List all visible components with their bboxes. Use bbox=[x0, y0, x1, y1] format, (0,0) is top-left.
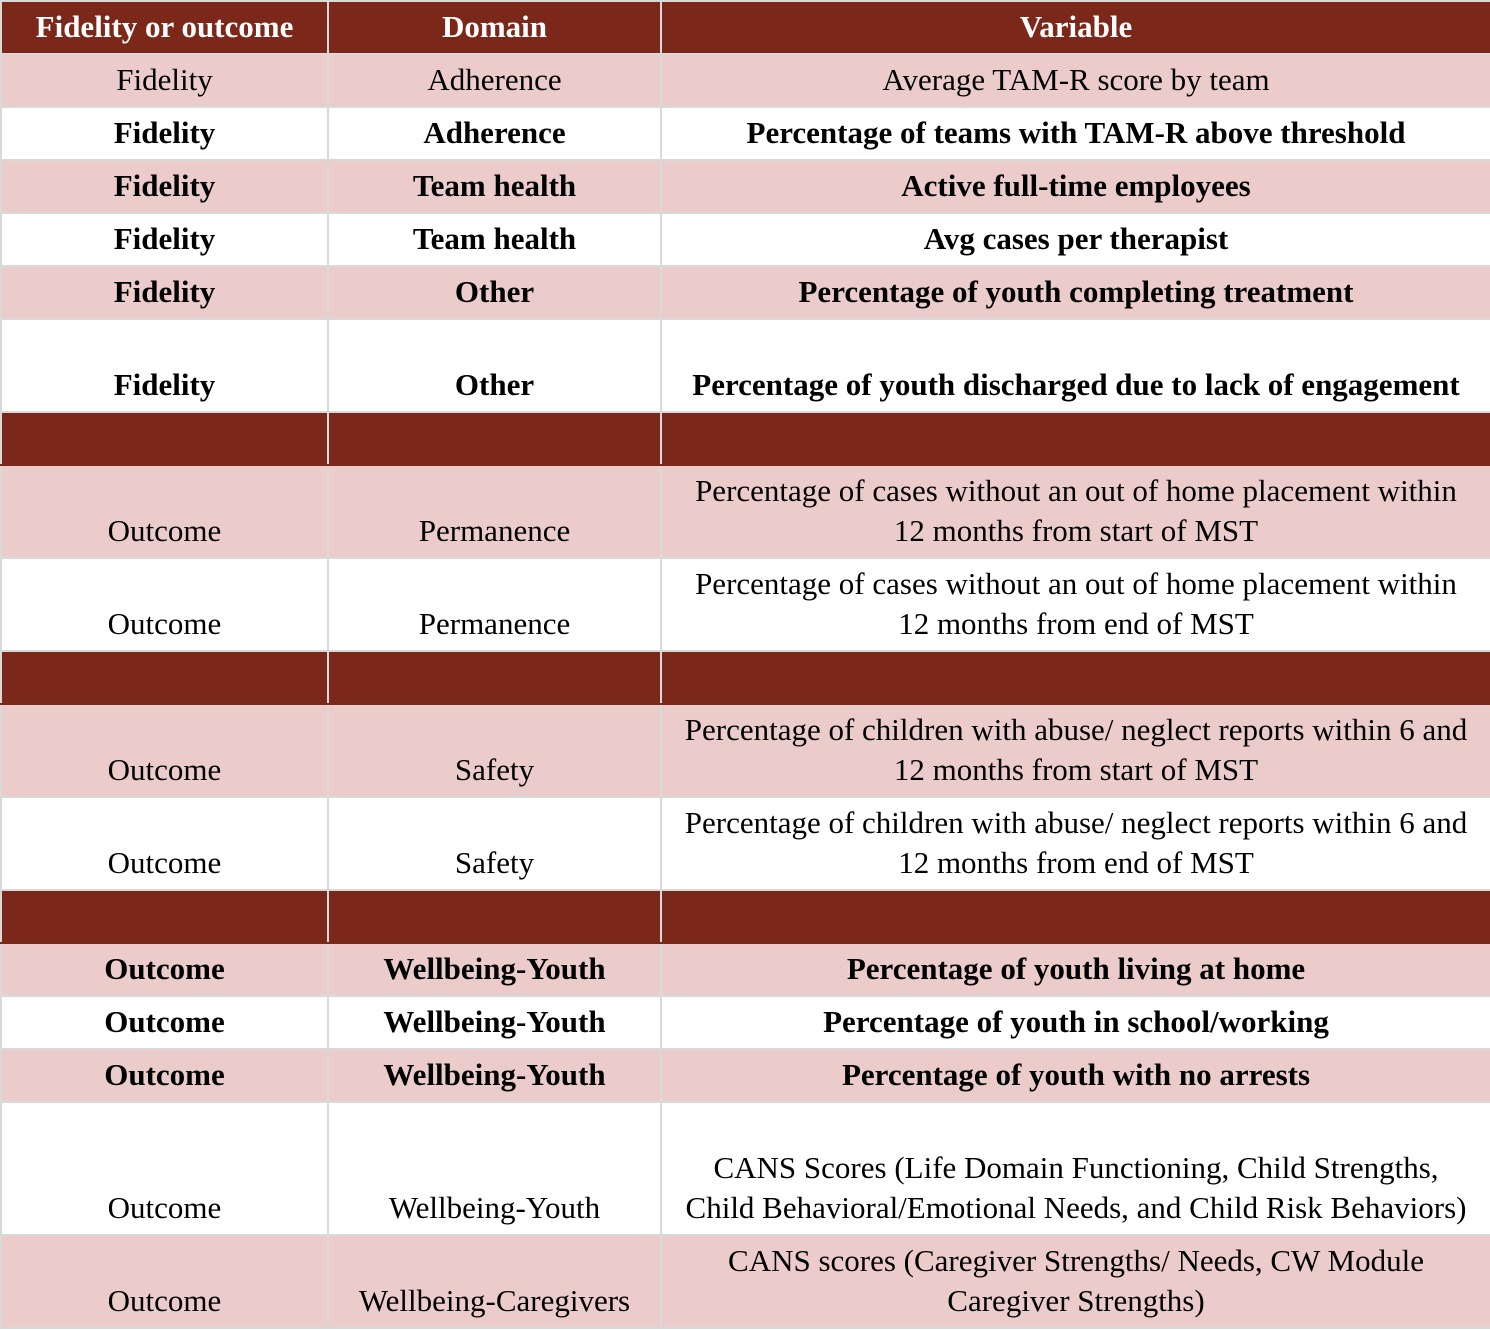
table-row bbox=[1, 107, 1490, 160]
separator-cell bbox=[328, 651, 661, 704]
cell-domain: Wellbeing-Youth bbox=[328, 943, 661, 996]
cell-variable: Percentage of youth with no arrests bbox=[661, 1049, 1490, 1102]
cell-variable: Percentage of cases without an out of home placement within 12 months from end of MST bbox=[661, 558, 1490, 651]
table-row bbox=[1, 54, 1490, 107]
header-variable: Variable bbox=[661, 1, 1490, 54]
table-row bbox=[1, 1235, 1490, 1328]
cell-variable: Active full-time employees bbox=[661, 160, 1490, 213]
table-row bbox=[1, 558, 1490, 651]
cell-fidelity-or-outcome: Outcome bbox=[1, 465, 328, 558]
separator-cell bbox=[1, 890, 328, 943]
header-row bbox=[1, 1, 1490, 54]
table-row bbox=[1, 160, 1490, 213]
table-row bbox=[1, 996, 1490, 1049]
separator-cell bbox=[328, 412, 661, 465]
section-separator-row bbox=[1, 651, 1490, 704]
cell-domain: Wellbeing-Youth bbox=[328, 996, 661, 1049]
cell-domain: Other bbox=[328, 266, 661, 319]
table-row bbox=[1, 704, 1490, 797]
cell-fidelity-or-outcome: Fidelity bbox=[1, 54, 328, 107]
table-row bbox=[1, 1102, 1490, 1235]
cell-fidelity-or-outcome: Fidelity bbox=[1, 107, 328, 160]
cell-variable: Percentage of cases without an out of home placement within 12 months from start of MST bbox=[661, 465, 1490, 558]
cell-domain: Other bbox=[328, 319, 661, 412]
cell-fidelity-or-outcome: Outcome bbox=[1, 1102, 328, 1235]
cell-fidelity-or-outcome: Outcome bbox=[1, 996, 328, 1049]
cell-variable: Percentage of youth living at home bbox=[661, 943, 1490, 996]
table-row bbox=[1, 319, 1490, 412]
cell-domain: Wellbeing-Youth bbox=[328, 1102, 661, 1235]
header-domain: Domain bbox=[328, 1, 661, 54]
cell-fidelity-or-outcome: Outcome bbox=[1, 1235, 328, 1328]
cell-fidelity-or-outcome: Fidelity bbox=[1, 266, 328, 319]
table-row bbox=[1, 943, 1490, 996]
cell-variable: Percentage of children with abuse/ neglect reports within 6 and 12 months from end of MST bbox=[661, 797, 1490, 890]
cell-fidelity-or-outcome: Outcome bbox=[1, 1049, 328, 1102]
cell-variable: Avg cases per therapist bbox=[661, 213, 1490, 266]
cell-domain: Team health bbox=[328, 213, 661, 266]
cell-domain: Wellbeing-Youth bbox=[328, 1049, 661, 1102]
cell-domain: Safety bbox=[328, 797, 661, 890]
cell-fidelity-or-outcome: Outcome bbox=[1, 558, 328, 651]
cell-fidelity-or-outcome: Outcome bbox=[1, 797, 328, 890]
separator-cell bbox=[1, 651, 328, 704]
table-row bbox=[1, 465, 1490, 558]
cell-domain: Permanence bbox=[328, 465, 661, 558]
cell-variable: Percentage of teams with TAM-R above threshold bbox=[661, 107, 1490, 160]
separator-cell bbox=[328, 890, 661, 943]
cell-fidelity-or-outcome: Fidelity bbox=[1, 319, 328, 412]
header-fidelity-or-outcome: Fidelity or outcome bbox=[1, 1, 328, 54]
cell-domain: Team health bbox=[328, 160, 661, 213]
table-row bbox=[1, 213, 1490, 266]
table-row bbox=[1, 797, 1490, 890]
cell-variable: Average TAM-R score by team bbox=[661, 54, 1490, 107]
separator-cell bbox=[661, 651, 1490, 704]
cell-variable: Percentage of youth completing treatment bbox=[661, 266, 1490, 319]
cell-domain: Adherence bbox=[328, 107, 661, 160]
table-row bbox=[1, 1049, 1490, 1102]
cell-variable: Percentage of youth in school/working bbox=[661, 996, 1490, 1049]
cell-fidelity-or-outcome: Fidelity bbox=[1, 160, 328, 213]
cell-domain: Adherence bbox=[328, 54, 661, 107]
cell-domain: Permanence bbox=[328, 558, 661, 651]
cell-domain: Safety bbox=[328, 704, 661, 797]
separator-cell bbox=[661, 890, 1490, 943]
section-separator-row bbox=[1, 890, 1490, 943]
cell-variable: Percentage of children with abuse/ neglect reports within 6 and 12 months from start of MST bbox=[661, 704, 1490, 797]
separator-cell bbox=[661, 412, 1490, 465]
cell-fidelity-or-outcome: Outcome bbox=[1, 704, 328, 797]
section-separator-row bbox=[1, 412, 1490, 465]
cell-variable: Percentage of youth discharged due to lack of engagement bbox=[661, 319, 1490, 412]
cell-variable: CANS scores (Caregiver Strengths/ Needs, CW Module Caregiver Strengths) bbox=[661, 1235, 1490, 1328]
cell-fidelity-or-outcome: Fidelity bbox=[1, 213, 328, 266]
separator-cell bbox=[1, 412, 328, 465]
cell-variable: CANS Scores (Life Domain Functioning, Child Strengths, Child Behavioral/Emotional Needs, and Child Risk Behaviors) bbox=[661, 1102, 1490, 1235]
table-row bbox=[1, 266, 1490, 319]
cell-fidelity-or-outcome: Outcome bbox=[1, 943, 328, 996]
cell-domain: Wellbeing-Caregivers bbox=[328, 1235, 661, 1328]
